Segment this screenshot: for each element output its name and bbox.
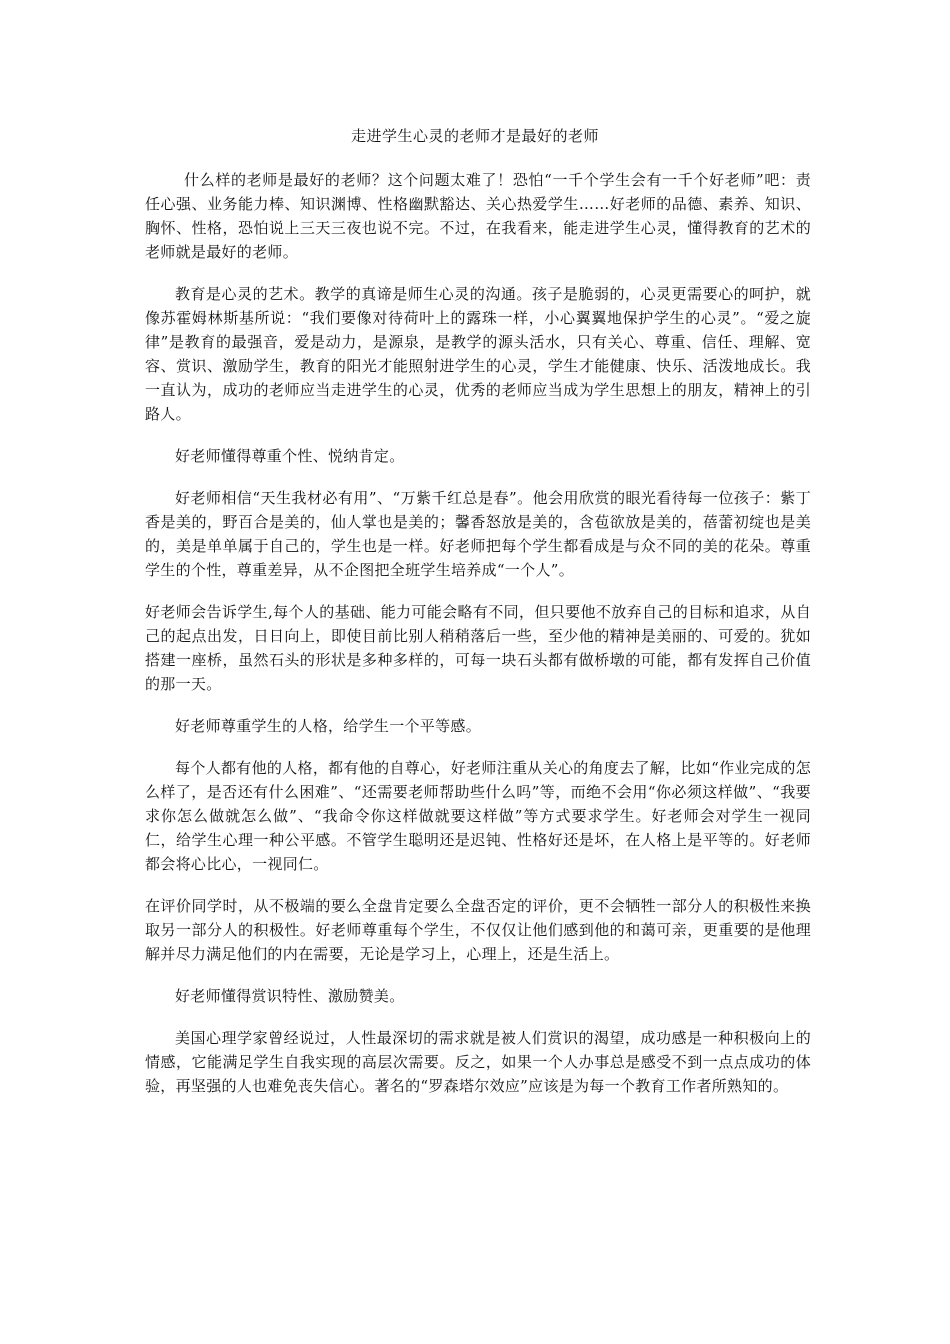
document-body xyxy=(145,168,811,1116)
paragraph-evaluation: 在评价同学时，从不极端的要么全盘肯定要么全盘否定的评价，更不会牺牲一部分人的积极性来换取另一部分人的积极性。好老师尊重每个学生，不仅仅让他们感到他的和蔼可亲，更重要的是他理解并尽力满足他们的内在需要，无论是学习上，心理上，还是生活上。 xyxy=(145,897,811,963)
paragraph-intro: 什么样的老师是最好的老师？这个问题太难了！恐怕“一千个学生会有一千个好老师”吧：责任心强、业务能力棒、知识渊博、性格幽默豁达、关心热爱学生……好老师的品德、素养、知识、胸怀、性格，恐怕说上三天三夜也说不完。不过，在我看来，能走进学生心灵，懂得教育的艺术的老师就是最好的老师。 xyxy=(145,171,811,261)
paragraph-appreciation: 好老师相信“天生我材必有用”、“万紫千红总是春”。他会用欣赏的眼光看待每一位孩子：紫丁香是美的，野百合是美的，仙人掌也是美的；馨香怒放是美的，含苞欲放是美的，蓓蕾初绽也是美的，美是单单属于自己的，学生也是一样。好老师把每个学生都看成是与众不同的美的花朵。尊重学生的个性，尊重差异，从不企图把全班学生培养成“一个人”。 xyxy=(145,489,811,579)
paragraph-bridge-metaphor: 好老师会告诉学生,每个人的基础、能力可能会略有不同，但只要他不放弃自己的目标和追求，从自己的起点出发，日日向上，即使目前比别人稍稍落后一些，至少他的精神是美丽的、可爱的。犹如搭建一座桥，虽然石头的形状是多种多样的，可每一块石头都有做桥墩的可能，都有发挥自己价值的那一天。 xyxy=(145,603,811,693)
paragraph-art-of-heart: 教育是心灵的艺术。教学的真谛是师生心灵的沟通。孩子是脆弱的，心灵更需要心的呵护，就像苏霍姆林斯基所说：“我们要像对待荷叶上的露珠一样，小心翼翼地保护学生的心灵”。“爱之旋律”是教育的最强音，爱是动力，是源泉，是教学的源头活水，只有关心、尊重、信任、理解、宽容、赏识、激励学生，教育的阳光才能照射进学生的心灵，学生才能健康、快乐、活泼地成长。我一直认为，成功的老师应当走进学生的心灵，优秀的老师应当成为学生思想上的朋友，精神上的引路人。 xyxy=(145,285,811,423)
paragraph-heading-encouragement: 好老师懂得赏识特性、激励赞美。 xyxy=(175,987,405,1005)
paragraph-rosenthal-effect: 美国心理学家曾经说过，人性最深切的需求就是被人们赏识的渴望，成功感是一种积极向上的情感，它能满足学生自我实现的高层次需要。反之，如果一个人办事总是感受不到一点点成功的体验，再坚强的人也难免丧失信心。著名的“罗森塔尔效应”应该是为每一个教育工作者所熟知的。 xyxy=(145,1029,811,1095)
document-title: 走进学生心灵的老师才是最好的老师 xyxy=(350,127,599,145)
paragraph-heading-respect-personality: 好老师尊重学生的人格，给学生一个平等感。 xyxy=(175,717,482,735)
paragraph-heading-respect-individuality: 好老师懂得尊重个性、悦纳肯定。 xyxy=(175,447,405,465)
paragraph-equality: 每个人都有他的人格，都有他的自尊心，好老师注重从关心的角度去了解，比如“作业完成的怎么样了，是否还有什么困难”、“还需要老师帮助些什么吗”等，而绝不会用“你必须这样做”、“我要求你怎么做就怎么做”、“我命令你这样做就要这样做”等方式要求学生。好老师会对学生一视同仁，给学生心理一种公平感。不管学生聪明还是迟钝、性格好还是坏，在人格上是平等的。好老师都会将心比心，一视同仁。 xyxy=(145,759,811,873)
